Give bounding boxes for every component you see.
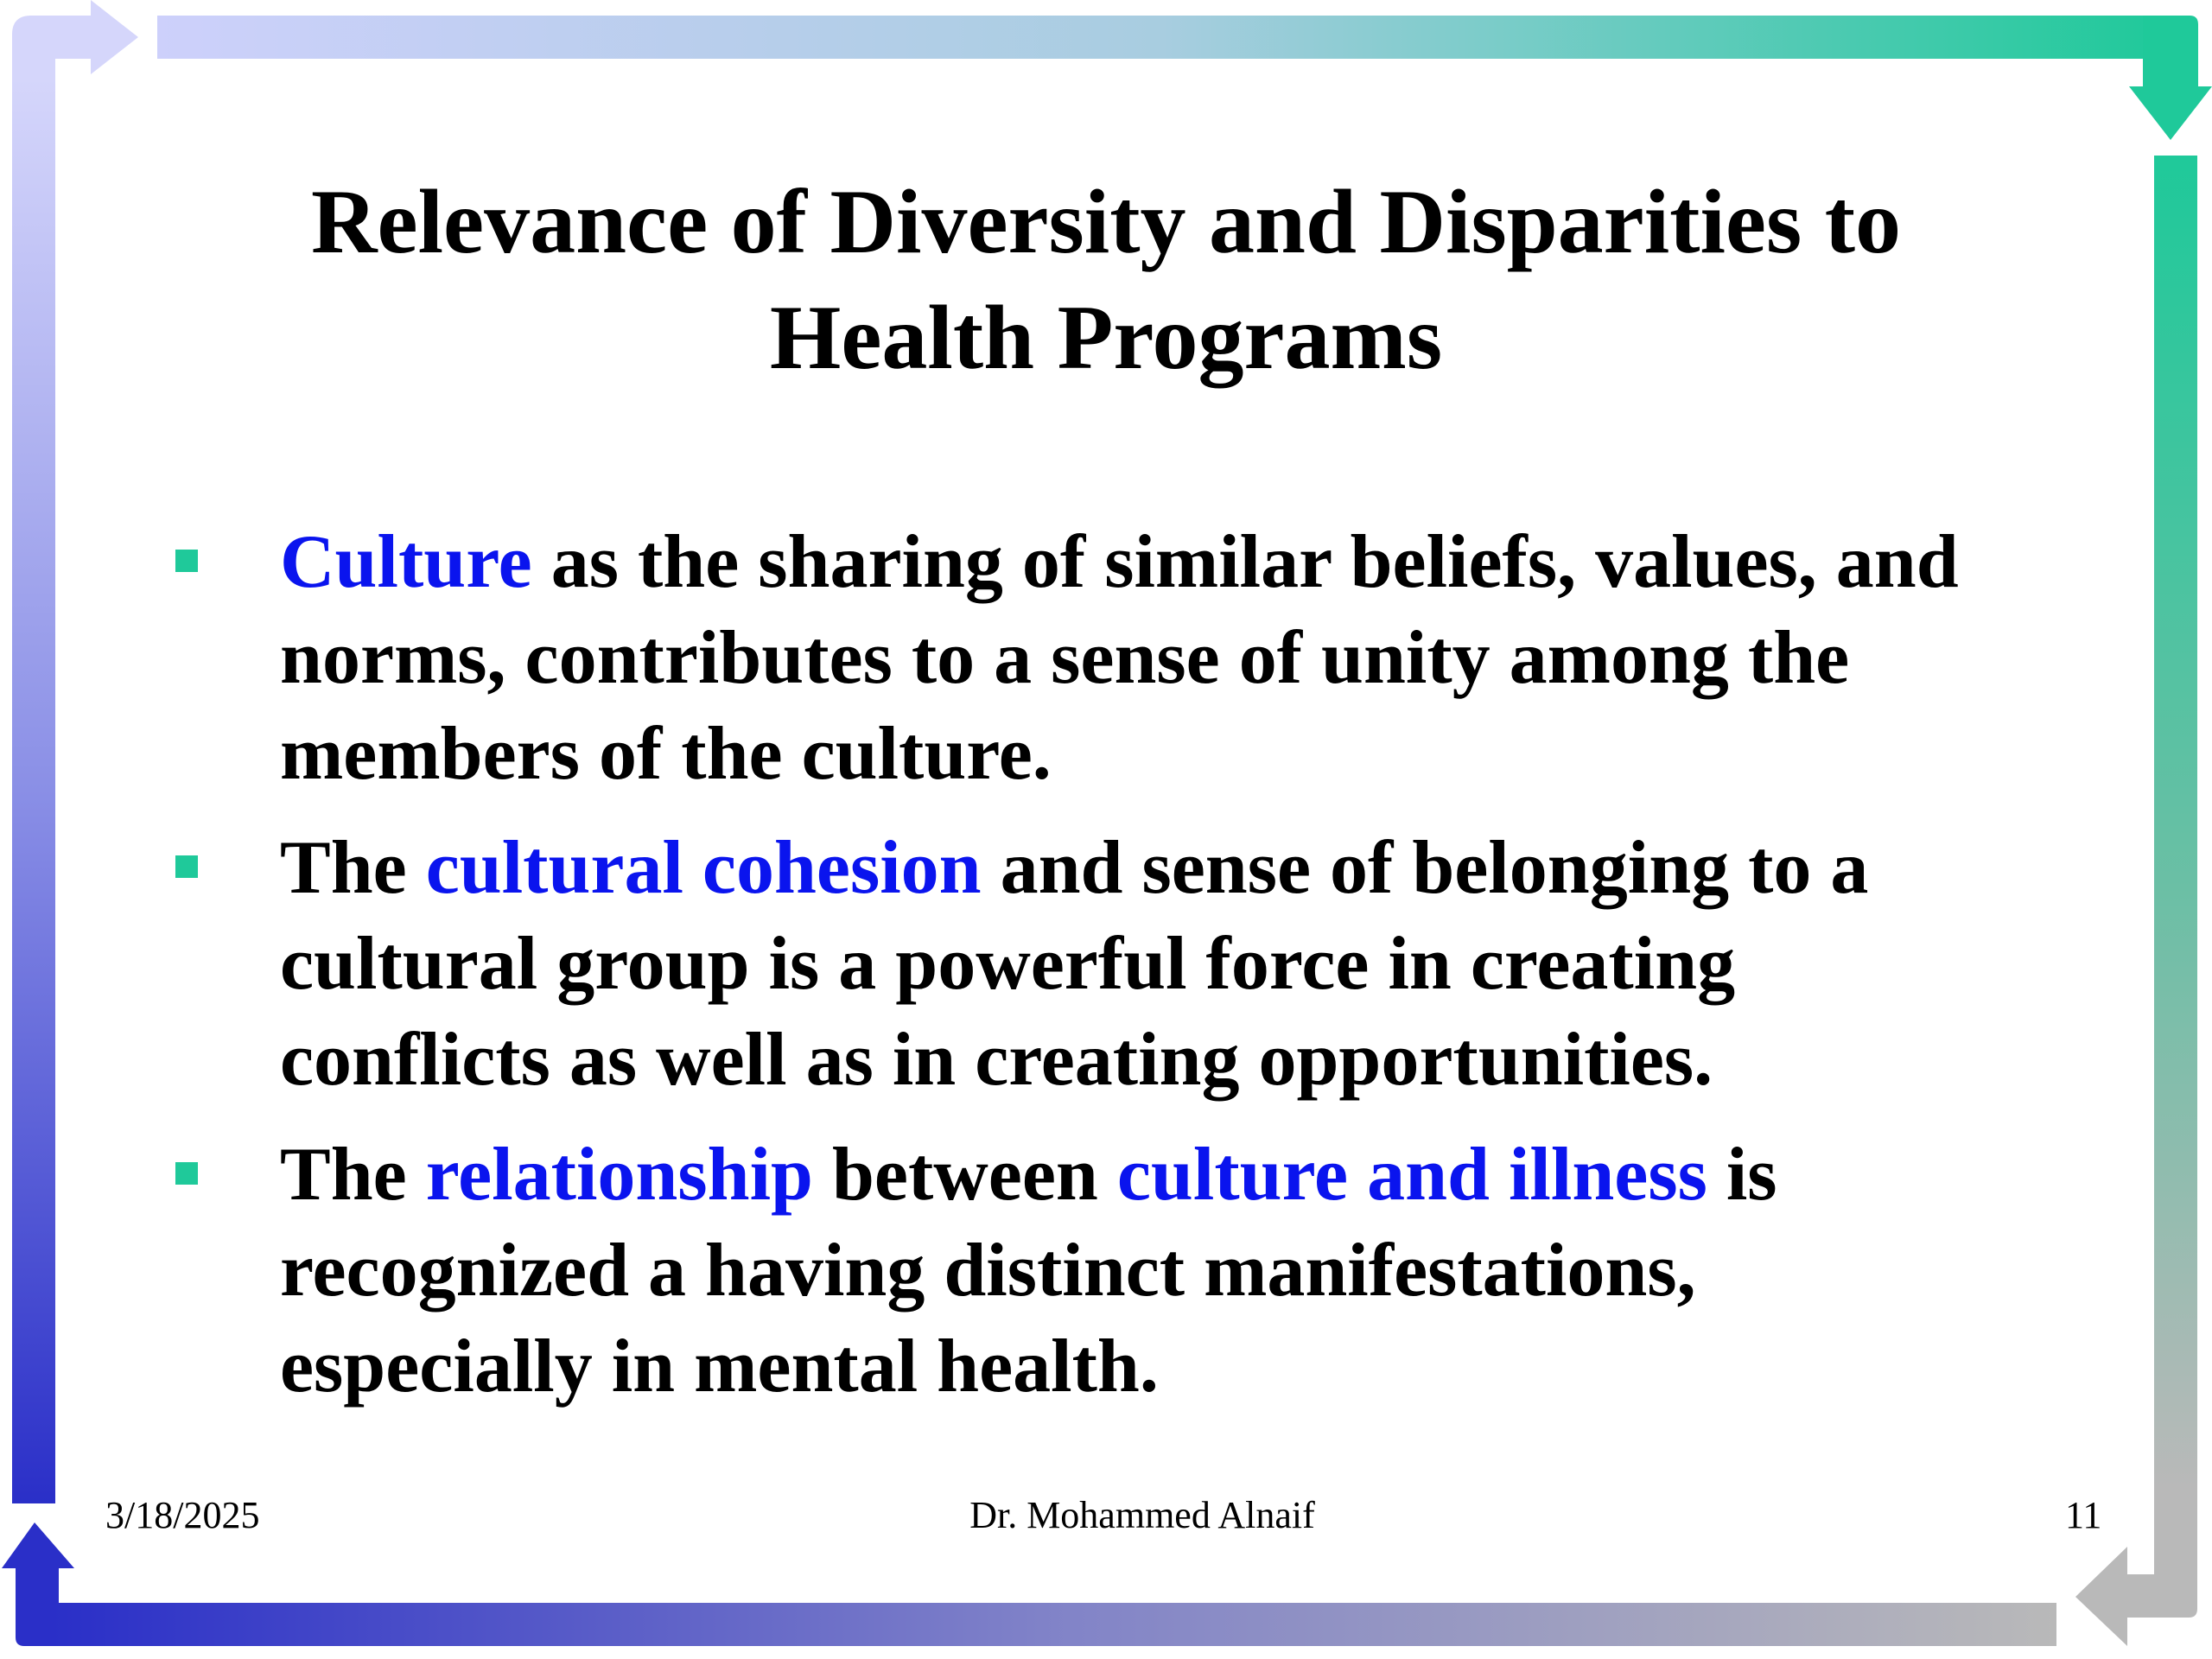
highlighted-term: cultural cohesion [425,826,982,910]
bullet-text: recognized a having distinct manifestations, [280,1229,1696,1313]
bullet-line [280,514,2138,610]
bullet-item [280,820,2138,1108]
highlighted-term: culture and illness [1116,1133,1707,1217]
bullet-text: The [280,826,426,910]
bullet-item [280,1127,2138,1414]
slide-title-line-1: Relevance of Diversity and Disparities to [311,171,1901,272]
bullet-square-icon [175,550,198,572]
bullet-text: cultural group is a powerful force in creating [280,922,1736,1006]
frame-bottom-bar [52,1603,2056,1646]
bullet-line [280,1319,2138,1414]
footer-author: Dr. Mohammed Alnaif [969,1494,1315,1536]
bullet-item [280,514,2138,802]
highlighted-term: Culture [280,520,532,604]
highlighted-term: relationship [425,1133,813,1217]
bullet-square-icon [175,855,198,878]
footer-page-number: 11 [2065,1494,2102,1536]
bullet-text: especially in mental health. [280,1325,1159,1408]
bullet-line [280,610,2138,706]
bullet-text: between [812,1133,1117,1217]
bullet-text: as the sharing of similar beliefs, values, and [531,520,1959,604]
footer-date: 3/18/2025 [105,1494,260,1536]
bullet-text: conflicts as well as in creating opportunities. [280,1018,1713,1102]
bullet-text: norms, contributes to a sense of unity among the [280,616,1850,700]
bullet-text: The [280,1133,426,1217]
bullet-text: members of the culture. [280,712,1052,796]
bullet-square-icon [175,1162,198,1185]
slide-title-line-2: Health Programs [769,287,1443,388]
bullet-line [280,1127,2138,1223]
bullet-line [280,916,2138,1012]
bullet-line [280,820,2138,916]
bullet-line [280,1012,2138,1108]
bullet-line [280,706,2138,802]
bullet-text: is [1707,1133,1777,1217]
bullet-text: and sense of belonging to a [981,826,1869,910]
bullet-line [280,1223,2138,1319]
